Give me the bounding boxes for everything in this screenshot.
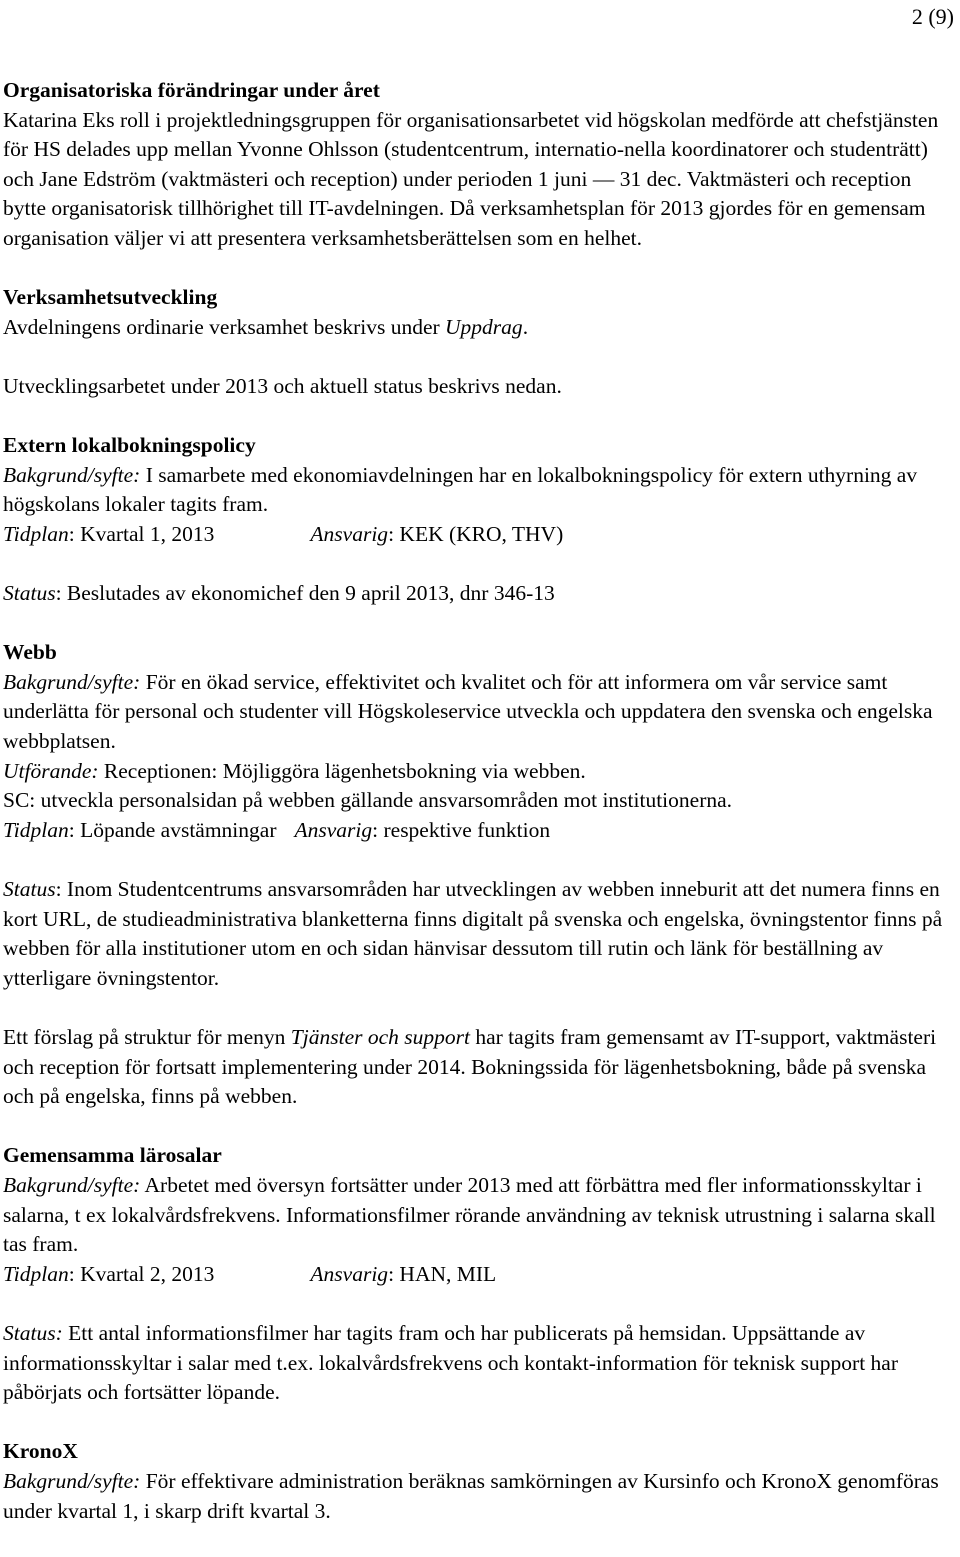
spacer [3,1408,958,1438]
section-lokalbokningspolicy [3,431,958,609]
status-line: Status: Beslutades av ekonomichef den 9 april 2013, dnr 346-13 [3,581,555,606]
spacer [3,845,958,875]
section-heading: Webb [3,640,57,665]
section-heading: Organisatoriska förändringar under året [3,78,380,102]
section-verksamhetsutveckling [3,283,958,401]
paragraph: SC: utveckla personalsidan på webben gällande ansvarsområden mot institutionerna. [3,788,733,813]
section-heading: Gemensamma lärosalar [3,1143,222,1168]
schedule-line: Tidplan: Löpande avstämningar Ansvarig: respektive funktion [3,817,551,842]
paragraph: Utförande: Receptionen: Möjliggöra lägenhetsbokning via webben. [3,758,586,783]
section-webb [3,638,958,1112]
paragraph: Avdelningens ordinarie verksamhet beskrivs under Uppdrag. [3,314,529,339]
paragraph: Bakgrund/syfte: Arbetet med översyn fortsätter under 2013 med att förbättra med fler informationsskyltar i salarna, t ex lokalvårdsfrekvens. Informationsfilmer rörande användning av teknisk utrustning i salarna skall tas fram. [3,1172,936,1257]
paragraph: Utvecklingsarbetet under 2013 och aktuell status beskrivs nedan. [3,373,562,398]
spacer [3,993,958,1023]
spacer [3,1289,958,1319]
document-body [3,76,958,1526]
spacer [3,609,958,639]
schedule-line: Tidplan: Kvartal 1, 2013 Ansvarig: KEK (KRO, THV) [3,521,564,546]
spacer [3,342,958,372]
paragraph: Ett förslag på struktur för menyn Tjänster och support har tagits fram gemensamt av IT-support, vaktmästeri och reception för fortsatt implementering under 2014. Bokningssida för lägenhetsbokning, både på svenska och på engelska, finns på webben. [3,1025,937,1109]
spacer [3,402,958,432]
spacer [3,254,958,284]
spacer [3,1112,958,1142]
section-heading: Verksamhetsutveckling [3,285,218,310]
paragraph: Katarina Eks roll i projektledningsgruppen för organisationsarbetet vid högskolan medförde att chefstjänsten för HS delades upp mellan Yvonne Ohlsson (studentcentrum, internatio-nella koordinatorer och studenträtt) och Jane Edström (vaktmästeri och reception) under perioden 1 juni — 31 dec. Vaktmästeri och reception bytte organisatorisk tillhörighet till IT-avdelningen. Då verksamhetsplan för 2013 gjordes för en gemensam organisation väljer vi att presentera verksamhetsberättelsen som en helhet. [3,107,939,250]
section-heading: Extern lokalbokningspolicy [3,433,256,458]
paragraph: Bakgrund/syfte: För effektivare administration beräknas samkörningen av Kursinfo och KronoX genomföras under kvartal 1, i skarp drift kvartal 3. [3,1468,939,1523]
page-number: 2 (9) [911,4,954,29]
status-line: Status: Ett antal informationsfilmer har tagits fram och har publicerats på hemsidan. Uppsättande av informationsskyltar i salar med t.ex. lokalvårdsfrekvens och kontakt-information för teknisk support har påbörjats och fortsätter löpande. [3,1320,899,1405]
section-organisation [3,76,958,254]
status-line: Status: Inom Studentcentrums ansvarsområden har utvecklingen av webben inneburit att det numera finns en kort URL, de studieadministrativa blanketterna finns digitalt på svenska och engelska, övningstentor finns på webben för alla institutioner utom en och sidan hänvisar dessutom till rutin och länk för beställning av ytterligare övningstentor. [3,877,943,990]
paragraph: Bakgrund/syfte: I samarbete med ekonomiavdelningen har en lokalbokningspolicy för extern uthyrning av högskolans lokaler tagits fram. [3,462,918,517]
section-kronox [3,1437,958,1526]
section-heading: KronoX [3,1439,78,1464]
paragraph: Bakgrund/syfte: För en ökad service, effektivitet och kvalitet och för att informera om vår service samt underlätta för personal och studenter vill Högskoleservice utveckla och uppdatera den svenska och engelska webbplatsen. [3,669,933,754]
schedule-line: Tidplan: Kvartal 2, 2013 Ansvarig: HAN, MIL [3,1261,497,1286]
section-larosalar [3,1141,958,1407]
spacer [3,550,958,580]
